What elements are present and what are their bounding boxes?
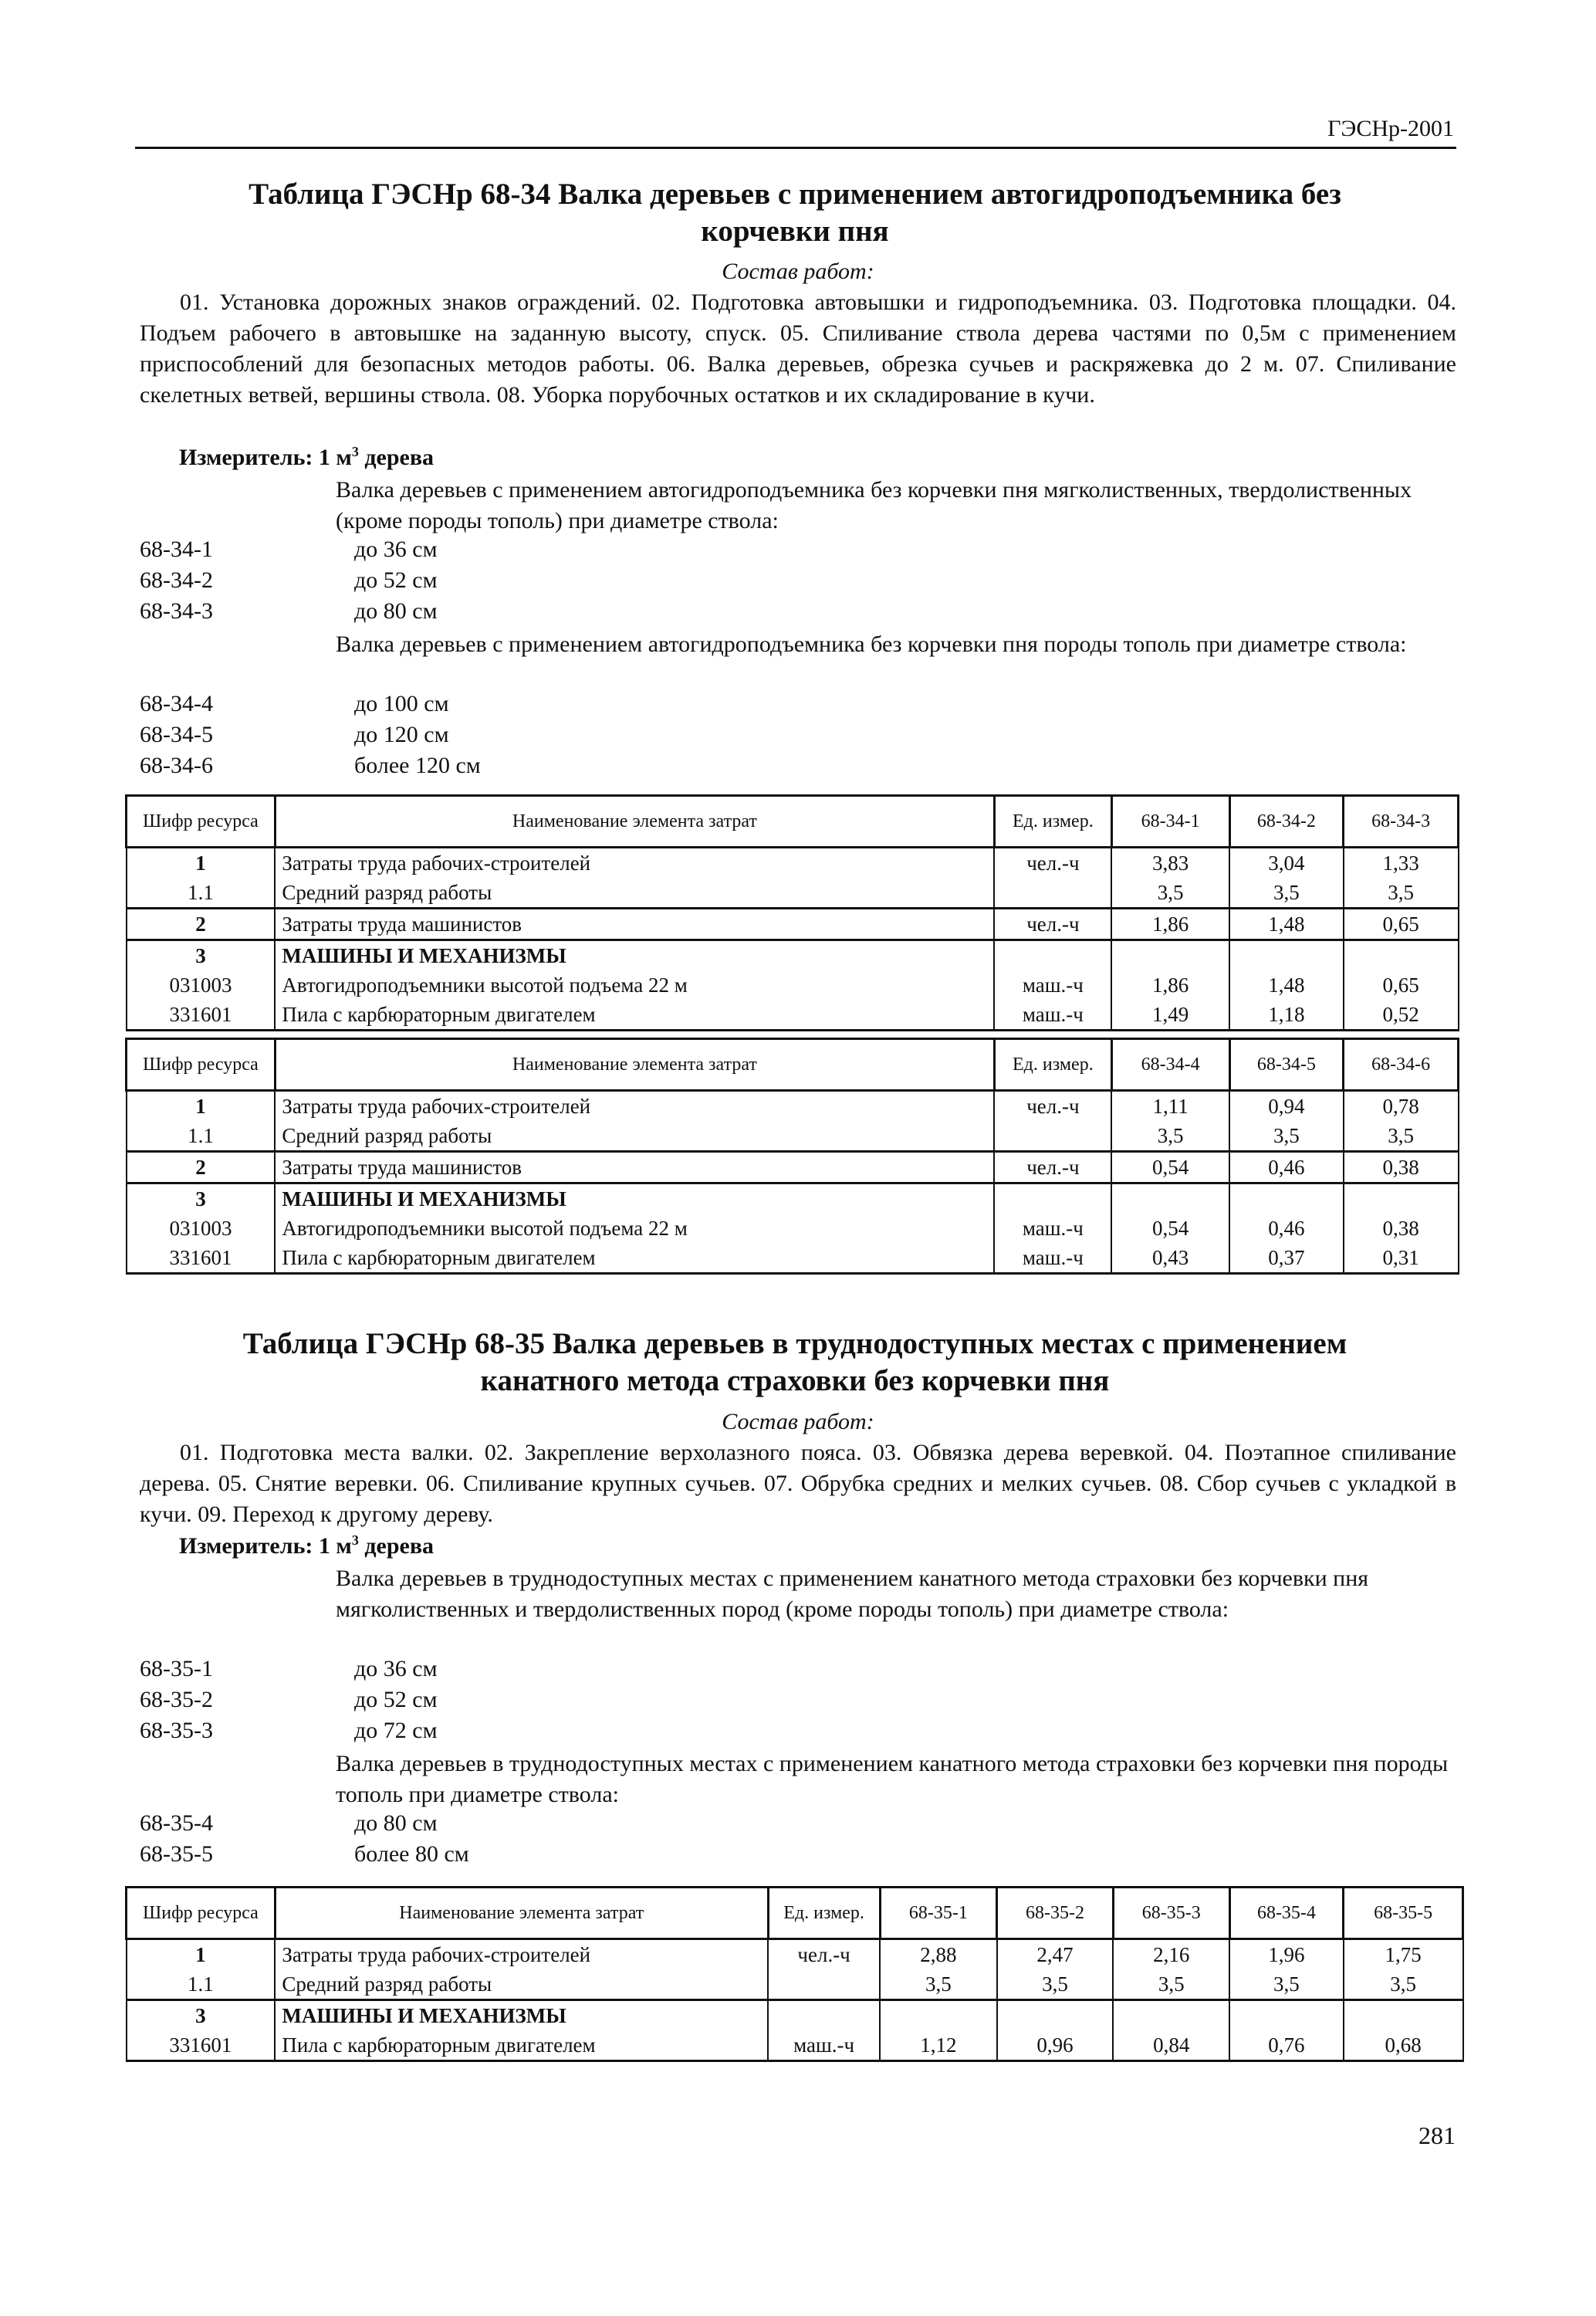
unit: маш.-ч [994, 970, 1111, 1000]
norm-value: 3,5 [880, 1969, 997, 2000]
item-value: до 80 см [354, 1810, 438, 1836]
section1-title-line2: корчевки пня [701, 215, 889, 248]
table-row [127, 848, 1459, 879]
norm-value: 0,54 [1111, 1152, 1229, 1183]
norm-value: 0,94 [1229, 1091, 1344, 1122]
table-row [127, 1969, 1463, 2000]
cost-element-name: Средний разряд работы [275, 1121, 994, 1152]
unit: маш.-ч [768, 2030, 880, 2061]
norm-value [1111, 940, 1229, 971]
section1-title-line1: Таблица ГЭСНр 68-34 Валка деревьев с применением автогидроподъемника без [249, 178, 1341, 211]
norm-value: 1,86 [1111, 970, 1229, 1000]
norm-value: 1,86 [1111, 909, 1229, 940]
resource-code: 331601 [127, 1000, 276, 1031]
resource-code: 3 [127, 2000, 276, 2031]
resource-code: 3 [127, 940, 276, 971]
resource-code: 1 [127, 848, 276, 879]
unit: чел.-ч [994, 848, 1111, 879]
header-norm-code: 68-34-4 [1111, 1039, 1229, 1091]
section1-measure [179, 444, 434, 471]
unit: чел.-ч [994, 1152, 1111, 1183]
header-norm-code: 68-34-5 [1229, 1039, 1344, 1091]
section2-sostav-label: Состав работ: [722, 1409, 874, 1434]
norm-value: 1,18 [1229, 1000, 1344, 1031]
header-unit: Ед. измер. [994, 796, 1111, 848]
resource-code: 031003 [127, 1214, 276, 1243]
table-header-row [127, 1888, 1463, 1939]
norm-value: 3,5 [1111, 878, 1229, 909]
item-code: 68-34-2 [140, 567, 213, 593]
cost-element-name: Затраты труда машинистов [275, 909, 994, 940]
cost-element-name: Средний разряд работы [275, 1969, 768, 2000]
norm-value [1229, 940, 1344, 971]
item-code: 68-35-1 [140, 1656, 213, 1681]
cost-element-name: МАШИНЫ И МЕХАНИЗМЫ [275, 2000, 768, 2031]
norm-value: 3,5 [1344, 1969, 1463, 2000]
header-resource-code: Шифр ресурса [127, 1039, 276, 1091]
resource-code: 331601 [127, 2030, 276, 2061]
unit: чел.-ч [994, 1091, 1111, 1122]
table-row [127, 1939, 1463, 1970]
cost-element-name: МАШИНЫ И МЕХАНИЗМЫ [275, 940, 994, 971]
item-value: до 36 см [354, 537, 438, 562]
norm-value [1344, 1183, 1459, 1214]
table-row [127, 1121, 1459, 1152]
norm-value: 3,5 [997, 1969, 1114, 2000]
resource-code: 2 [127, 1152, 276, 1183]
norm-value: 3,5 [1229, 1969, 1344, 2000]
table-row [127, 940, 1459, 971]
header-norm-code: 68-35-4 [1229, 1888, 1344, 1939]
norm-value [1229, 1183, 1344, 1214]
header-cost-element: Наименование элемента затрат [275, 796, 994, 848]
section2-measure [179, 1532, 434, 1559]
norm-value [880, 2000, 997, 2031]
unit: маш.-ч [994, 1000, 1111, 1031]
page-number: 281 [1418, 2121, 1456, 2149]
table-row [127, 1214, 1459, 1243]
item-value: до 120 см [354, 722, 449, 747]
resource-code: 331601 [127, 1243, 276, 1274]
section2-title [123, 1326, 1466, 1400]
norm-value: 2,16 [1113, 1939, 1229, 1970]
cost-element-name: МАШИНЫ И МЕХАНИЗМЫ [275, 1183, 994, 1214]
norm-value: 3,5 [1113, 1969, 1229, 2000]
norm-value: 0,65 [1344, 909, 1459, 940]
norm-value: 0,31 [1344, 1243, 1459, 1274]
unit: чел.-ч [994, 909, 1111, 940]
header-norm-code: 68-35-3 [1113, 1888, 1229, 1939]
norm-value: 0,65 [1344, 970, 1459, 1000]
resource-code: 1 [127, 1091, 276, 1122]
cost-element-name: Автогидроподъемники высотой подъема 22 м [275, 1214, 994, 1243]
document-code-header: ГЭСНр-2001 [1327, 116, 1454, 141]
header-norm-code: 68-35-1 [880, 1888, 997, 1939]
measure-label: Измеритель: 1 м [179, 1533, 352, 1559]
norm-value: 0,37 [1229, 1243, 1344, 1274]
unit: маш.-ч [994, 1214, 1111, 1243]
unit [768, 1969, 880, 2000]
table-row [127, 1183, 1459, 1214]
norm-value: 3,5 [1344, 878, 1459, 909]
norm-value: 0,46 [1229, 1152, 1344, 1183]
norm-value: 1,75 [1344, 1939, 1463, 1970]
cost-element-name: Затраты труда рабочих-строителей [275, 848, 994, 879]
cost-element-name: Пила с карбюраторным двигателем [275, 1243, 994, 1274]
item-value: до 52 см [354, 567, 438, 593]
norm-value: 0,76 [1229, 2030, 1344, 2061]
table-row [127, 970, 1459, 1000]
header-unit: Ед. измер. [994, 1039, 1111, 1091]
measure-sup: 3 [351, 1532, 359, 1548]
norm-value: 1,49 [1111, 1000, 1229, 1031]
norm-value: 1,11 [1111, 1091, 1229, 1122]
norm-value [1229, 2000, 1344, 2031]
resource-code: 1.1 [127, 878, 276, 909]
unit [994, 940, 1111, 971]
item-value: до 36 см [354, 1656, 438, 1681]
item-value: до 80 см [354, 598, 438, 624]
resource-code: 1.1 [127, 1121, 276, 1152]
item-code: 68-34-4 [140, 691, 213, 716]
header-norm-code: 68-35-5 [1344, 1888, 1463, 1939]
section2-title-line2: канатного метода страховки без корчевки пня [480, 1364, 1110, 1397]
norm-value: 1,33 [1344, 848, 1459, 879]
table-row [127, 1243, 1459, 1274]
cost-element-name: Пила с карбюраторным двигателем [275, 2030, 768, 2061]
norm-value: 0,78 [1344, 1091, 1459, 1122]
table-row [127, 1152, 1459, 1183]
resource-code: 2 [127, 909, 276, 940]
table-row [127, 1000, 1459, 1031]
norm-value: 3,5 [1344, 1121, 1459, 1152]
item-value: до 72 см [354, 1718, 438, 1743]
cost-element-name: Средний разряд работы [275, 878, 994, 909]
norm-value: 0,96 [997, 2030, 1114, 2061]
header-resource-code: Шифр ресурса [127, 796, 276, 848]
item-code: 68-34-6 [140, 753, 213, 778]
item-code: 68-34-3 [140, 598, 213, 624]
norm-value: 0,43 [1111, 1243, 1229, 1274]
norm-value: 3,5 [1229, 1121, 1344, 1152]
norm-value: 3,04 [1229, 848, 1344, 879]
norm-value [1344, 2000, 1463, 2031]
item-code: 68-35-4 [140, 1810, 213, 1836]
cost-element-name: Автогидроподъемники высотой подъема 22 м [275, 970, 994, 1000]
table-header-row [127, 1039, 1459, 1091]
measure-sup: 3 [351, 444, 359, 459]
norm-value [1111, 1183, 1229, 1214]
section1-desc2: Валка деревьев с применением автогидроподъемника без корчевки пня породы тополь при диаметре ствола: [336, 631, 1407, 657]
resource-code: 031003 [127, 970, 276, 1000]
section2-desc2: Валка деревьев в труднодоступных местах с применением канатного метода страховки без корчевки пня породы тополь при диаметре ствола: [336, 1751, 1449, 1807]
table-row [127, 878, 1459, 909]
header-cost-element: Наименование элемента затрат [275, 1039, 994, 1091]
header-norm-code: 68-34-1 [1111, 796, 1229, 848]
header-unit: Ед. измер. [768, 1888, 880, 1939]
unit: маш.-ч [994, 1243, 1111, 1274]
table-row [127, 2000, 1463, 2031]
item-code: 68-34-5 [140, 722, 213, 747]
unit [768, 2000, 880, 2031]
header-norm-code: 68-34-3 [1344, 796, 1459, 848]
measure-label: Измеритель: 1 м [179, 445, 352, 470]
item-code: 68-35-5 [140, 1841, 213, 1867]
measure-unit: дерева [358, 445, 435, 470]
section1-desc1: Валка деревьев с применением автогидроподъемника без корчевки пня мягколиственных, твердолиственных (кроме породы тополь) при диаметре ствола: [336, 477, 1412, 533]
norm-value: 0,38 [1344, 1152, 1459, 1183]
table-header-row [127, 796, 1459, 848]
item-value: более 120 см [354, 753, 481, 778]
norm-value: 3,83 [1111, 848, 1229, 879]
resource-table-68-34-part2 [125, 1038, 1459, 1275]
resource-code: 1 [127, 1939, 276, 1970]
norm-value: 0,46 [1229, 1214, 1344, 1243]
section2-work-text: 01. Подготовка места валки. 02. Закрепление верхолазного пояса. 03. Обвязка дерева веревкой. 04. Поэтапное спиливание дерева. 05. Снятие веревки. 06. Спиливание крупных сучьев. 07. Обрубка средних и мелких сучьев. 08. Сбор сучьев с укладкой в кучи. 09. Переход к другому дереву. [140, 1440, 1456, 1527]
resource-table-68-35 [125, 1886, 1464, 2062]
norm-value: 3,5 [1111, 1121, 1229, 1152]
norm-value: 3,5 [1229, 878, 1344, 909]
norm-value: 1,48 [1229, 970, 1344, 1000]
norm-value: 2,88 [880, 1939, 997, 1970]
unit: чел.-ч [768, 1939, 880, 1970]
table-row [127, 1091, 1459, 1122]
header-resource-code: Шифр ресурса [127, 1888, 276, 1939]
section1-work-text: 01. Установка дорожных знаков ограждений. 02. Подготовка автовышки и гидроподъемника. 03. Подготовка площадки. 04. Подъем рабочего в автовышке на заданную высоту, спуск. 05. Спиливание ствола дерева частями по 0,5м с применением приспособлений для безопасных методов работы. 06. Валка деревьев, обрезка сучьев и раскряжевка до 2 м. 07. Спиливание скелетных ветвей, вершины ствола. 08. Уборка порубочных остатков и их складирование в кучи. [140, 290, 1456, 408]
section1-sostav-label: Состав работ: [722, 259, 874, 284]
table-row [127, 909, 1459, 940]
unit [994, 1121, 1111, 1152]
norm-value: 0,52 [1344, 1000, 1459, 1031]
header-norm-code: 68-34-6 [1344, 1039, 1459, 1091]
norm-value: 0,38 [1344, 1214, 1459, 1243]
item-value: более 80 см [354, 1841, 469, 1867]
norm-value: 1,12 [880, 2030, 997, 2061]
norm-value: 2,47 [997, 1939, 1114, 1970]
section1-title [123, 176, 1466, 250]
measure-unit: дерева [358, 1533, 435, 1559]
header-rule [135, 147, 1456, 149]
norm-value: 1,96 [1229, 1939, 1344, 1970]
unit [994, 878, 1111, 909]
resource-code: 1.1 [127, 1969, 276, 2000]
norm-value: 1,48 [1229, 909, 1344, 940]
item-code: 68-35-2 [140, 1687, 213, 1712]
norm-value: 0,54 [1111, 1214, 1229, 1243]
item-code: 68-34-1 [140, 537, 213, 562]
item-value: до 100 см [354, 691, 449, 716]
section2-desc1: Валка деревьев в труднодоступных местах с применением канатного метода страховки без корчевки пня мягколиственных и твердолиственных пород (кроме породы тополь) при диаметре ствола: [336, 1566, 1369, 1622]
cost-element-name: Затраты труда рабочих-строителей [275, 1091, 994, 1122]
cost-element-name: Пила с карбюраторным двигателем [275, 1000, 994, 1031]
header-cost-element: Наименование элемента затрат [275, 1888, 768, 1939]
norm-value [1344, 940, 1459, 971]
norm-value [1113, 2000, 1229, 2031]
item-code: 68-35-3 [140, 1718, 213, 1743]
table-row [127, 2030, 1463, 2061]
unit [994, 1183, 1111, 1214]
section2-title-line1: Таблица ГЭСНр 68-35 Валка деревьев в труднодоступных местах с применением [242, 1327, 1347, 1360]
cost-element-name: Затраты труда машинистов [275, 1152, 994, 1183]
header-norm-code: 68-34-2 [1229, 796, 1344, 848]
item-value: до 52 см [354, 1687, 438, 1712]
norm-value: 0,84 [1113, 2030, 1229, 2061]
norm-value: 0,68 [1344, 2030, 1463, 2061]
norm-value [997, 2000, 1114, 2031]
resource-table-68-34-part1 [125, 794, 1459, 1031]
header-norm-code: 68-35-2 [997, 1888, 1114, 1939]
resource-code: 3 [127, 1183, 276, 1214]
cost-element-name: Затраты труда рабочих-строителей [275, 1939, 768, 1970]
